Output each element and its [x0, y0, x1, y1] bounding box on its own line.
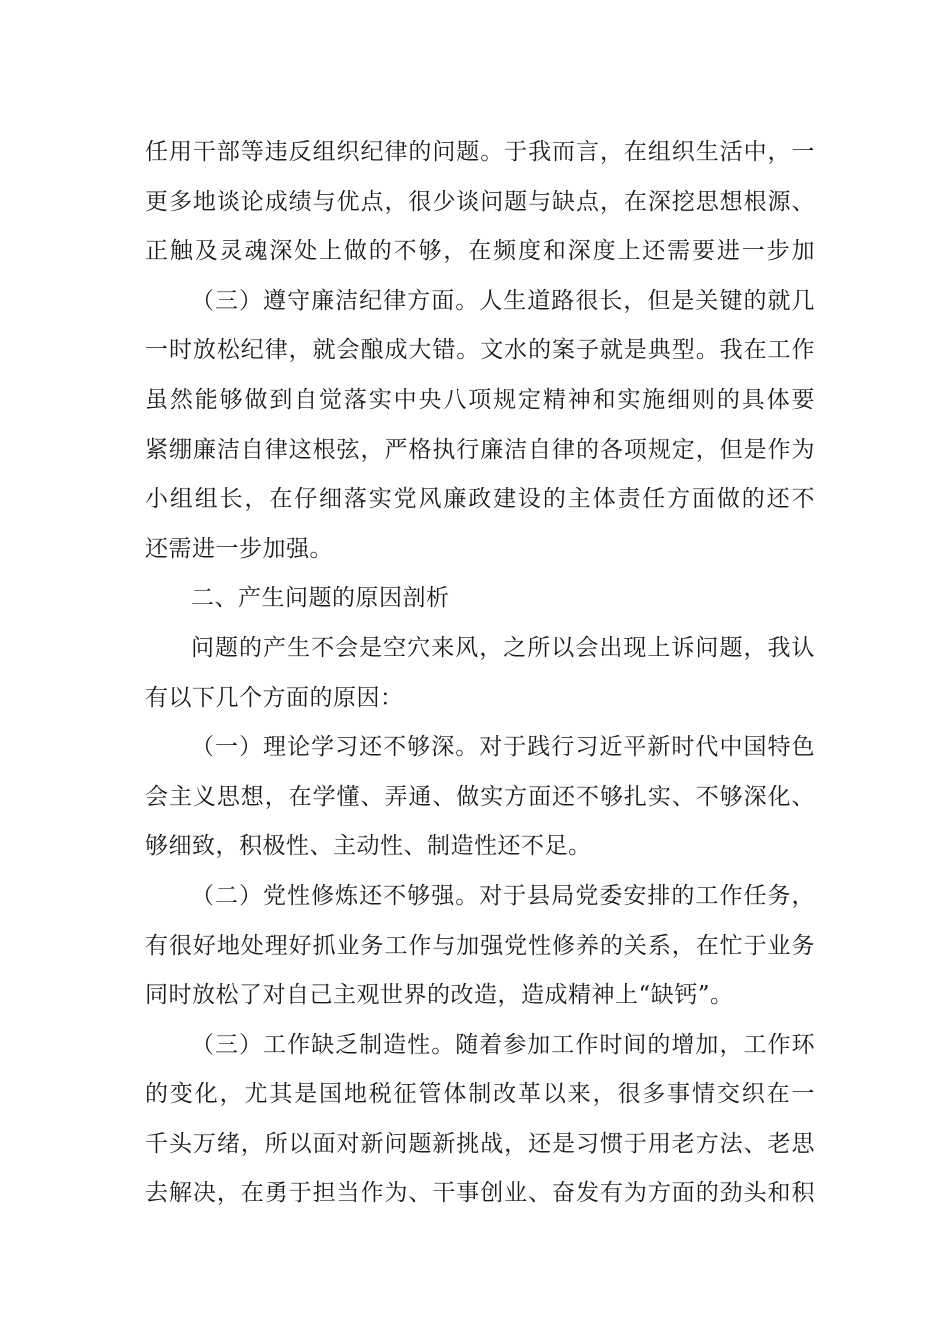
- text-line: 有以下几个方面的原因：: [145, 684, 404, 711]
- text-line: 够细致，积极性、主动性、制造性还不足。: [145, 833, 592, 860]
- text-line: （一）理论学习还不够深。对于践行习近平新时代中国特色: [191, 734, 815, 761]
- text-line: 虽然能够做到自觉落实中央八项规定精神和实施细则的具体要: [145, 386, 815, 413]
- text-line: 二、产生问题的原因剖析: [191, 585, 450, 612]
- text-line: （三）工作缺乏制造性。随着参加工作时间的增加，工作环: [191, 1031, 815, 1058]
- text-line: 任用干部等违反组织纪律的问题。于我而言，在组织生活中，一: [145, 139, 815, 165]
- text-line: （二）党性修炼还不够强。对于县局党委安排的工作任务，: [191, 882, 815, 909]
- text-line: 小组组长，在仔细落实党风廉政建设的主体责任方面做的还不: [145, 486, 815, 513]
- text-line: 问题的产生不会是空穴来风，之所以会出现上诉问题，我认: [191, 634, 815, 661]
- text-line: 一时放松纪律，就会酿成大错。文水的案子就是典型。我在工作: [145, 337, 815, 364]
- text-line: （三）遵守廉洁纪律方面。人生道路很长，但是关键的就几: [191, 287, 815, 314]
- text-line: 会主义思想，在学懂、弄通、做实方面还不够扎实、不够深化、: [145, 783, 815, 810]
- text-line: 还需进一步加强。: [145, 535, 333, 562]
- text-line: 紧绷廉洁自律这根弦，严格执行廉洁自律的各项规定，但是作为: [145, 436, 815, 463]
- document-body: [145, 128, 815, 1219]
- text-line: 去解决，在勇于担当作为、干事创业、奋发有为方面的劲头和积: [145, 1180, 815, 1207]
- text-line: 千头万绪，所以面对新问题新挑战，还是习惯于用老方法、老思: [145, 1130, 815, 1157]
- text-line: 同时放松了对自己主观世界的改造，造成精神上“缺钙”。: [145, 982, 734, 1009]
- text-line: 正触及灵魂深处上做的不够，在频度和深度上还需要进一步加: [145, 238, 815, 265]
- text-line: 的变化，尤其是国地税征管体制改革以来，很多事情交织在一: [145, 1081, 815, 1108]
- text-line: 更多地谈论成绩与优点，很少谈问题与缺点，在深挖思想根源、: [145, 188, 815, 215]
- text-line: 有很好地处理好抓业务工作与加强党性修养的关系，在忙于业务: [145, 932, 815, 959]
